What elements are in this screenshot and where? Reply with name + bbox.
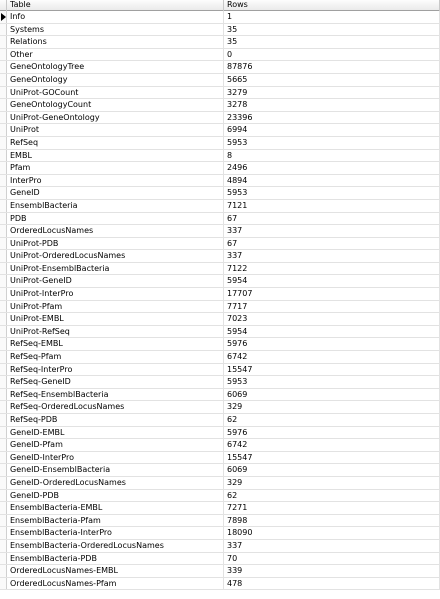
row-indicator[interactable]	[0, 213, 7, 225]
table-row[interactable]	[0, 351, 440, 364]
row-count-cell[interactable]: 7023	[224, 313, 440, 325]
row-indicator[interactable]	[0, 150, 7, 162]
row-count-cell[interactable]: 62	[224, 490, 440, 502]
table-name-cell[interactable]: UniProt-InterPro	[7, 288, 224, 300]
row-indicator[interactable]	[0, 401, 7, 413]
table-row[interactable]	[0, 515, 440, 528]
row-count-cell[interactable]: 478	[224, 578, 440, 590]
table-name-cell[interactable]: EnsemblBacteria-PDB	[7, 553, 224, 565]
row-count-cell[interactable]: 337	[224, 540, 440, 552]
row-indicator[interactable]	[0, 49, 7, 61]
row-count-cell[interactable]: 4894	[224, 175, 440, 187]
row-indicator[interactable]	[0, 578, 7, 590]
row-indicator[interactable]	[0, 351, 7, 363]
table-row[interactable]	[0, 99, 440, 112]
row-indicator[interactable]	[0, 124, 7, 136]
table-name-cell[interactable]: GeneOntologyTree	[7, 61, 224, 73]
row-indicator[interactable]	[0, 112, 7, 124]
table-name-cell[interactable]: UniProt-GeneOntology	[7, 112, 224, 124]
table-name-cell[interactable]: OrderedLocusNames	[7, 225, 224, 237]
row-count-cell[interactable]: 7122	[224, 263, 440, 275]
row-indicator[interactable]	[0, 414, 7, 426]
table-row[interactable]	[0, 175, 440, 188]
table-row[interactable]	[0, 187, 440, 200]
table-name-cell[interactable]: GeneID-PDB	[7, 490, 224, 502]
table-name-cell[interactable]: OrderedLocusNames-EMBL	[7, 565, 224, 577]
row-indicator[interactable]	[0, 36, 7, 48]
table-row[interactable]	[0, 238, 440, 251]
row-count-cell[interactable]: 5954	[224, 326, 440, 338]
table-row[interactable]	[0, 414, 440, 427]
table-row[interactable]	[0, 452, 440, 465]
row-count-cell[interactable]: 6742	[224, 439, 440, 451]
table-row[interactable]	[0, 275, 440, 288]
table-row[interactable]	[0, 578, 440, 591]
row-indicator[interactable]	[0, 553, 7, 565]
table-row[interactable]	[0, 376, 440, 389]
table-name-cell[interactable]: InterPro	[7, 175, 224, 187]
row-count-cell[interactable]: 5953	[224, 376, 440, 388]
table-name-cell[interactable]: EnsemblBacteria-Pfam	[7, 515, 224, 527]
table-name-cell[interactable]: UniProt-Pfam	[7, 301, 224, 313]
table-name-cell[interactable]: GeneID-EMBL	[7, 427, 224, 439]
column-header-rows[interactable]: Rows	[224, 0, 440, 11]
table-row[interactable]	[0, 74, 440, 87]
table-name-cell[interactable]: GeneID-OrderedLocusNames	[7, 477, 224, 489]
row-count-cell[interactable]: 8	[224, 150, 440, 162]
row-count-cell[interactable]: 339	[224, 565, 440, 577]
row-count-cell[interactable]: 7898	[224, 515, 440, 527]
row-indicator[interactable]	[0, 565, 7, 577]
row-count-cell[interactable]: 17707	[224, 288, 440, 300]
table-row[interactable]	[0, 427, 440, 440]
table-name-cell[interactable]: RefSeq-InterPro	[7, 364, 224, 376]
table-row[interactable]	[0, 301, 440, 314]
row-count-cell[interactable]: 5976	[224, 427, 440, 439]
table-row[interactable]	[0, 502, 440, 515]
row-indicator[interactable]	[0, 288, 7, 300]
row-indicator[interactable]	[0, 137, 7, 149]
table-row[interactable]	[0, 490, 440, 503]
row-count-cell[interactable]: 1	[224, 11, 440, 23]
grid-header	[0, 0, 440, 11]
table-row[interactable]	[0, 389, 440, 402]
table-row[interactable]	[0, 124, 440, 137]
column-header-table[interactable]: Table	[7, 0, 224, 11]
row-count-cell[interactable]: 6742	[224, 351, 440, 363]
row-count-cell[interactable]: 15547	[224, 364, 440, 376]
table-name-cell[interactable]: UniProt-GeneID	[7, 275, 224, 287]
row-count-cell[interactable]: 5953	[224, 137, 440, 149]
row-indicator[interactable]	[0, 477, 7, 489]
row-indicator[interactable]	[0, 527, 7, 539]
row-count-cell[interactable]: 23396	[224, 112, 440, 124]
row-indicator[interactable]	[0, 187, 7, 199]
table-name-cell[interactable]: RefSeq-OrderedLocusNames	[7, 401, 224, 413]
row-indicator[interactable]	[0, 515, 7, 527]
table-name-cell[interactable]: EnsemblBacteria-OrderedLocusNames	[7, 540, 224, 552]
table-name-cell[interactable]: UniProt-PDB	[7, 238, 224, 250]
row-count-cell[interactable]: 329	[224, 477, 440, 489]
table-name-cell[interactable]: Relations	[7, 36, 224, 48]
row-indicator[interactable]	[0, 162, 7, 174]
table-row[interactable]	[0, 326, 440, 339]
row-indicator[interactable]	[0, 326, 7, 338]
table-row[interactable]	[0, 36, 440, 49]
table-row[interactable]	[0, 464, 440, 477]
row-indicator[interactable]	[0, 250, 7, 262]
row-count-cell[interactable]: 6994	[224, 124, 440, 136]
row-count-cell[interactable]: 67	[224, 213, 440, 225]
table-row[interactable]	[0, 61, 440, 74]
table-name-cell[interactable]: Other	[7, 49, 224, 61]
row-count-cell[interactable]: 5976	[224, 338, 440, 350]
table-row[interactable]	[0, 364, 440, 377]
row-count-cell[interactable]: 3279	[224, 87, 440, 99]
table-name-cell[interactable]: Pfam	[7, 162, 224, 174]
row-indicator[interactable]	[0, 364, 7, 376]
table-row[interactable]	[0, 213, 440, 226]
row-count-cell[interactable]: 67	[224, 238, 440, 250]
table-name-cell[interactable]: GeneID-InterPro	[7, 452, 224, 464]
row-indicator[interactable]	[0, 389, 7, 401]
table-name-cell[interactable]: RefSeq-PDB	[7, 414, 224, 426]
row-count-cell[interactable]: 337	[224, 250, 440, 262]
row-indicator[interactable]	[0, 200, 7, 212]
table-row[interactable]	[0, 477, 440, 490]
table-row[interactable]	[0, 162, 440, 175]
row-indicator[interactable]	[0, 275, 7, 287]
table-row[interactable]	[0, 553, 440, 566]
row-count-cell[interactable]: 87876	[224, 61, 440, 73]
table-name-cell[interactable]: GeneOntologyCount	[7, 99, 224, 111]
table-row[interactable]	[0, 250, 440, 263]
table-name-cell[interactable]: RefSeq-Pfam	[7, 351, 224, 363]
table-name-cell[interactable]: UniProt	[7, 124, 224, 136]
table-row[interactable]	[0, 112, 440, 125]
row-count-cell[interactable]: 337	[224, 225, 440, 237]
table-name-cell[interactable]: UniProt-EnsemblBacteria	[7, 263, 224, 275]
row-indicator[interactable]	[0, 238, 7, 250]
row-count-cell[interactable]: 5954	[224, 275, 440, 287]
table-name-cell[interactable]: GeneID	[7, 187, 224, 199]
row-indicator[interactable]	[0, 313, 7, 325]
table-row[interactable]	[0, 338, 440, 351]
table-row[interactable]	[0, 401, 440, 414]
table-name-cell[interactable]: PDB	[7, 213, 224, 225]
row-count-cell[interactable]: 7717	[224, 301, 440, 313]
table-name-cell[interactable]: UniProt-GOCount	[7, 87, 224, 99]
table-name-cell[interactable]: RefSeq-GeneID	[7, 376, 224, 388]
table-name-cell[interactable]: UniProt-EMBL	[7, 313, 224, 325]
row-indicator[interactable]	[0, 540, 7, 552]
row-indicator[interactable]	[0, 99, 7, 111]
table-name-cell[interactable]: UniProt-OrderedLocusNames	[7, 250, 224, 262]
table-row[interactable]	[0, 439, 440, 452]
table-name-cell[interactable]: GeneOntology	[7, 74, 224, 86]
table-row[interactable]	[0, 313, 440, 326]
row-count-cell[interactable]: 329	[224, 401, 440, 413]
table-name-cell[interactable]: Info	[7, 11, 224, 23]
table-row[interactable]	[0, 11, 440, 24]
row-count-cell[interactable]: 6069	[224, 464, 440, 476]
row-count-cell[interactable]: 35	[224, 36, 440, 48]
row-count-cell[interactable]: 5665	[224, 74, 440, 86]
table-name-cell[interactable]: RefSeq-EMBL	[7, 338, 224, 350]
table-row[interactable]	[0, 150, 440, 163]
row-indicator[interactable]	[0, 175, 7, 187]
row-indicator[interactable]	[0, 301, 7, 313]
table-name-cell[interactable]: EnsemblBacteria-EMBL	[7, 502, 224, 514]
table-row[interactable]	[0, 24, 440, 37]
table-name-cell[interactable]: GeneID-EnsemblBacteria	[7, 464, 224, 476]
table-name-cell[interactable]: RefSeq-EnsemblBacteria	[7, 389, 224, 401]
table-row[interactable]	[0, 200, 440, 213]
table-name-cell[interactable]: RefSeq	[7, 137, 224, 149]
row-indicator[interactable]	[0, 87, 7, 99]
row-indicator[interactable]	[0, 24, 7, 36]
row-indicator[interactable]	[0, 439, 7, 451]
row-count-cell[interactable]: 18090	[224, 527, 440, 539]
table-row[interactable]	[0, 565, 440, 578]
row-count-cell[interactable]: 5953	[224, 187, 440, 199]
table-name-cell[interactable]: UniProt-RefSeq	[7, 326, 224, 338]
table-row[interactable]	[0, 87, 440, 100]
table-row[interactable]	[0, 49, 440, 62]
row-indicator[interactable]	[0, 338, 7, 350]
table-row[interactable]	[0, 527, 440, 540]
table-row[interactable]	[0, 263, 440, 276]
row-indicator[interactable]	[0, 427, 7, 439]
table-name-cell[interactable]: EnsemblBacteria	[7, 200, 224, 212]
row-count-cell[interactable]: 62	[224, 414, 440, 426]
header-corner[interactable]	[0, 0, 7, 11]
row-count-cell[interactable]: 0	[224, 49, 440, 61]
table-name-cell[interactable]: EnsemblBacteria-InterPro	[7, 527, 224, 539]
row-count-cell[interactable]: 7271	[224, 502, 440, 514]
table-name-cell[interactable]: EMBL	[7, 150, 224, 162]
row-count-cell[interactable]: 7121	[224, 200, 440, 212]
row-indicator[interactable]	[0, 61, 7, 73]
table-name-cell[interactable]: Systems	[7, 24, 224, 36]
table-row[interactable]	[0, 225, 440, 238]
row-indicator[interactable]	[0, 11, 7, 23]
table-name-cell[interactable]: GeneID-Pfam	[7, 439, 224, 451]
row-count-cell[interactable]: 35	[224, 24, 440, 36]
table-name-cell[interactable]: OrderedLocusNames-Pfam	[7, 578, 224, 590]
table-row[interactable]	[0, 288, 440, 301]
grid-body	[0, 11, 440, 590]
row-indicator[interactable]	[0, 502, 7, 514]
row-indicator[interactable]	[0, 225, 7, 237]
row-indicator[interactable]	[0, 74, 7, 86]
row-indicator[interactable]	[0, 263, 7, 275]
table-row[interactable]	[0, 137, 440, 150]
row-indicator[interactable]	[0, 452, 7, 464]
row-count-cell[interactable]: 6069	[224, 389, 440, 401]
row-count-cell[interactable]: 15547	[224, 452, 440, 464]
row-count-cell[interactable]: 3278	[224, 99, 440, 111]
row-count-cell[interactable]: 70	[224, 553, 440, 565]
row-count-cell[interactable]: 2496	[224, 162, 440, 174]
row-indicator[interactable]	[0, 376, 7, 388]
table-row[interactable]	[0, 540, 440, 553]
row-pointer-icon	[1, 13, 6, 21]
row-indicator[interactable]	[0, 490, 7, 502]
row-indicator[interactable]	[0, 464, 7, 476]
